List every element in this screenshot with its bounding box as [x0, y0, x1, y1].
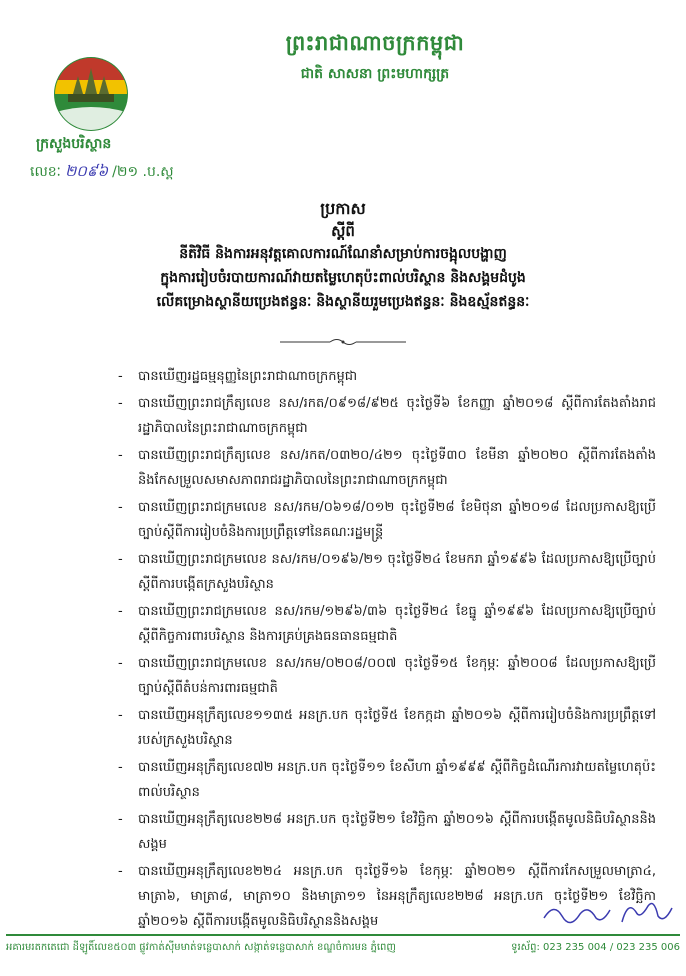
title-subject-line-3: លើគម្រោងស្ថានីយប្រេងឥន្ធនៈ និងស្ថានីយរួមប្រេងឥន្ធនៈ និងឧស្ម័នឥន្ធនៈ [156, 294, 530, 310]
title-subject-line-2: ក្នុងការរៀបចំរបាយការណ៍វាយតម្លៃហេតុប៉ះពាល់បរិស្ថាន និងសង្គមដំបូង [160, 270, 526, 286]
decorative-divider-icon [280, 337, 406, 347]
list-item-text: បានឃើញរដ្ឋធម្មនុញ្ញនៃព្រះរាជាណាចក្រកម្ពុជា [138, 369, 358, 384]
list-item-dash: - [118, 708, 123, 723]
list-item [118, 391, 656, 441]
list-item-text: បានឃើញព្រះរាជក្រឹត្យលេខ នស/រកត/០៩១៨/៩២៥ ចុះថ្ងៃទី៦ ខែកញ្ញា ឆ្នាំ២០១៨ ស្តីពីការតែងតាំងរាជរដ្ឋាភិបាលនៃព្រះរាជាណាចក្រកម្ពុជា [138, 396, 656, 436]
footer [6, 940, 680, 955]
kingdom-heading: ព្រះរាជាណាចក្រកម្ពុជា [285, 30, 465, 55]
list-item-dash: - [118, 812, 123, 827]
list-item-dash: - [118, 604, 123, 619]
list-item-text: បានឃើញព្រះរាជក្រមលេខ នស/រកម/០២០៨/០០៧ ចុះថ្ងៃទី១៥ ខែកុម្ភៈ ឆ្នាំ២០០៨ ដែលប្រកាសឱ្យប្រើច្បាប់ស្តីពីតំបន់ការពារធម្មជាតិ [138, 656, 656, 696]
ministry-emblem-logo [28, 54, 154, 134]
considerations-list [118, 364, 656, 936]
list-item-text: បានឃើញអនុក្រឹត្យលេខ២២៨ អនក្រ.បក ចុះថ្ងៃទី២១ ខែវិច្ឆិកា ឆ្នាំ២០១៦ ស្តីពីការបង្កើតមូលនិធិបរិស្ថាននិងសង្គម [138, 812, 656, 852]
list-item-text: បានឃើញអនុក្រឹត្យលេខ៧២ អនក្រ.បក ចុះថ្ងៃទី១១ ខែសីហា ឆ្នាំ១៩៩៩ ស្តីពីកិច្ចដំណើរការវាយតម្លៃហេតុប៉ះពាល់បរិស្ថាន [138, 760, 656, 800]
list-item [118, 703, 656, 753]
list-item-text: បានឃើញព្រះរាជក្រមលេខ នស/រកម/០៦១៨/០១២ ចុះថ្ងៃទី២៨ ខែមិថុនា ឆ្នាំ២០១៨ ដែលប្រកាសឱ្យប្រើច្បាប់ស្តីពីការរៀបចំនិងការប្រព្រឹត្តទៅនៃគណៈរដ្ឋមន្ត្រី [138, 500, 656, 540]
list-item [118, 495, 656, 545]
title-regarding: ស្តីពី [331, 222, 355, 240]
list-item [118, 651, 656, 701]
list-item-text: បានឃើញព្រះរាជក្រមលេខ នស/រកម/១២៩៦/៣៦ ចុះថ្ងៃទី២៤ ខែធ្នូ ឆ្នាំ១៩៩៦ ដែលប្រកាសឱ្យប្រើច្បាប់ស្តីពីកិច្ចការពារបរិស្ថាន និងការគ្រប់គ្រងធនធានធម្មជាតិ [138, 604, 656, 644]
footer-phone: ទូរស័ព្ទ: 023 235 004 / 023 235 006 [511, 942, 680, 953]
reference-suffix: /២១ .ប.ស្ត [112, 164, 174, 180]
reference-label: លេខៈ [30, 164, 61, 180]
list-item [118, 599, 656, 649]
handwritten-signature [540, 896, 680, 928]
national-motto: ជាតិ សាសនា ព្រះមហាក្សត្រ [300, 66, 450, 82]
footer-address: អគារមរតកតេជោ ដីឡូតិ៍លេខ៥០៣ ផ្លូវកាត់ស៊ីមមាត់ទន្លេបាសាក់ សង្កាត់ទន្លេបាសាក់ ខណ្ឌចំការមន ភ្នំពេញ [6, 942, 396, 953]
list-item-dash: - [118, 760, 123, 775]
list-item [118, 443, 656, 493]
reference-handwritten-number: ២០៩៦ [64, 162, 109, 180]
list-item-dash: - [118, 396, 123, 411]
list-item [118, 807, 656, 857]
list-item-dash: - [118, 656, 123, 671]
list-item-dash: - [118, 552, 123, 567]
list-item-text: បានឃើញព្រះរាជក្រឹត្យលេខ នស/រកត/០៣២០/៤២១ ចុះថ្ងៃទី៣០ ខែមីនា ឆ្នាំ២០២០ ស្តីពីការតែងតាំងនិងកែសម្រួលសមាសភាពរាជរដ្ឋាភិបាលនៃព្រះរាជាណាចក្រកម្ពុជា [138, 448, 656, 488]
title-subject-line-1: នីតិវិធី និងការអនុវត្តគោលការណ៍ណែនាំសម្រាប់ការចង្អុលបង្ហាញ [179, 246, 507, 262]
list-item-dash: - [118, 500, 123, 515]
list-item-text: បានឃើញអនុក្រឹត្យលេខ២២៤ អនក្រ.បក ចុះថ្ងៃទី១៦ ខែកុម្ភៈ ឆ្នាំ២០២១ ស្តីពីការកែសម្រួលមាត្រា៤, មាត្រា៦, មាត្រា៨, មាត្រា១០ និងមាត្រា១១ នៃអនុក្រឹត្យលេខ២២៨ អនក្រ.បក ចុះថ្ងៃទី២១ ខែវិច្ឆិកា ឆ្នាំ២០១៦ ស្តីពីការបង្កើតមូលនិធិបរិស្ថាននិងសង្គម [138, 864, 656, 929]
list-item [118, 547, 656, 597]
footer-divider [6, 934, 680, 936]
list-item-text: បានឃើញអនុក្រឹត្យលេខ១១៣៥ អនក្រ.បក ចុះថ្ងៃទី៥ ខែកក្កដា ឆ្នាំ២០១៦ ស្តីពីការរៀបចំនិងការប្រព្រឹត្តទៅរបស់ក្រសួងបរិស្ថាន [138, 708, 656, 748]
list-item-dash: - [118, 369, 123, 384]
document-title [60, 198, 626, 314]
list-item-text: បានឃើញព្រះរាជក្រមលេខ នស/រកម/០១៩៦/២១ ចុះថ្ងៃទី២៤ ខែមករា ឆ្នាំ១៩៩៦ ដែលប្រកាសឱ្យប្រើច្បាប់ស្តីពីការបង្កើតក្រសួងបរិស្ថាន [138, 552, 656, 592]
ministry-name: ក្រសួងបរិស្ថាន [36, 136, 112, 152]
list-item-dash: - [118, 864, 123, 879]
list-item [118, 364, 656, 389]
title-prakas: ប្រកាស [320, 199, 366, 218]
list-item [118, 755, 656, 805]
reference-number [30, 162, 174, 184]
list-item-dash: - [118, 448, 123, 463]
